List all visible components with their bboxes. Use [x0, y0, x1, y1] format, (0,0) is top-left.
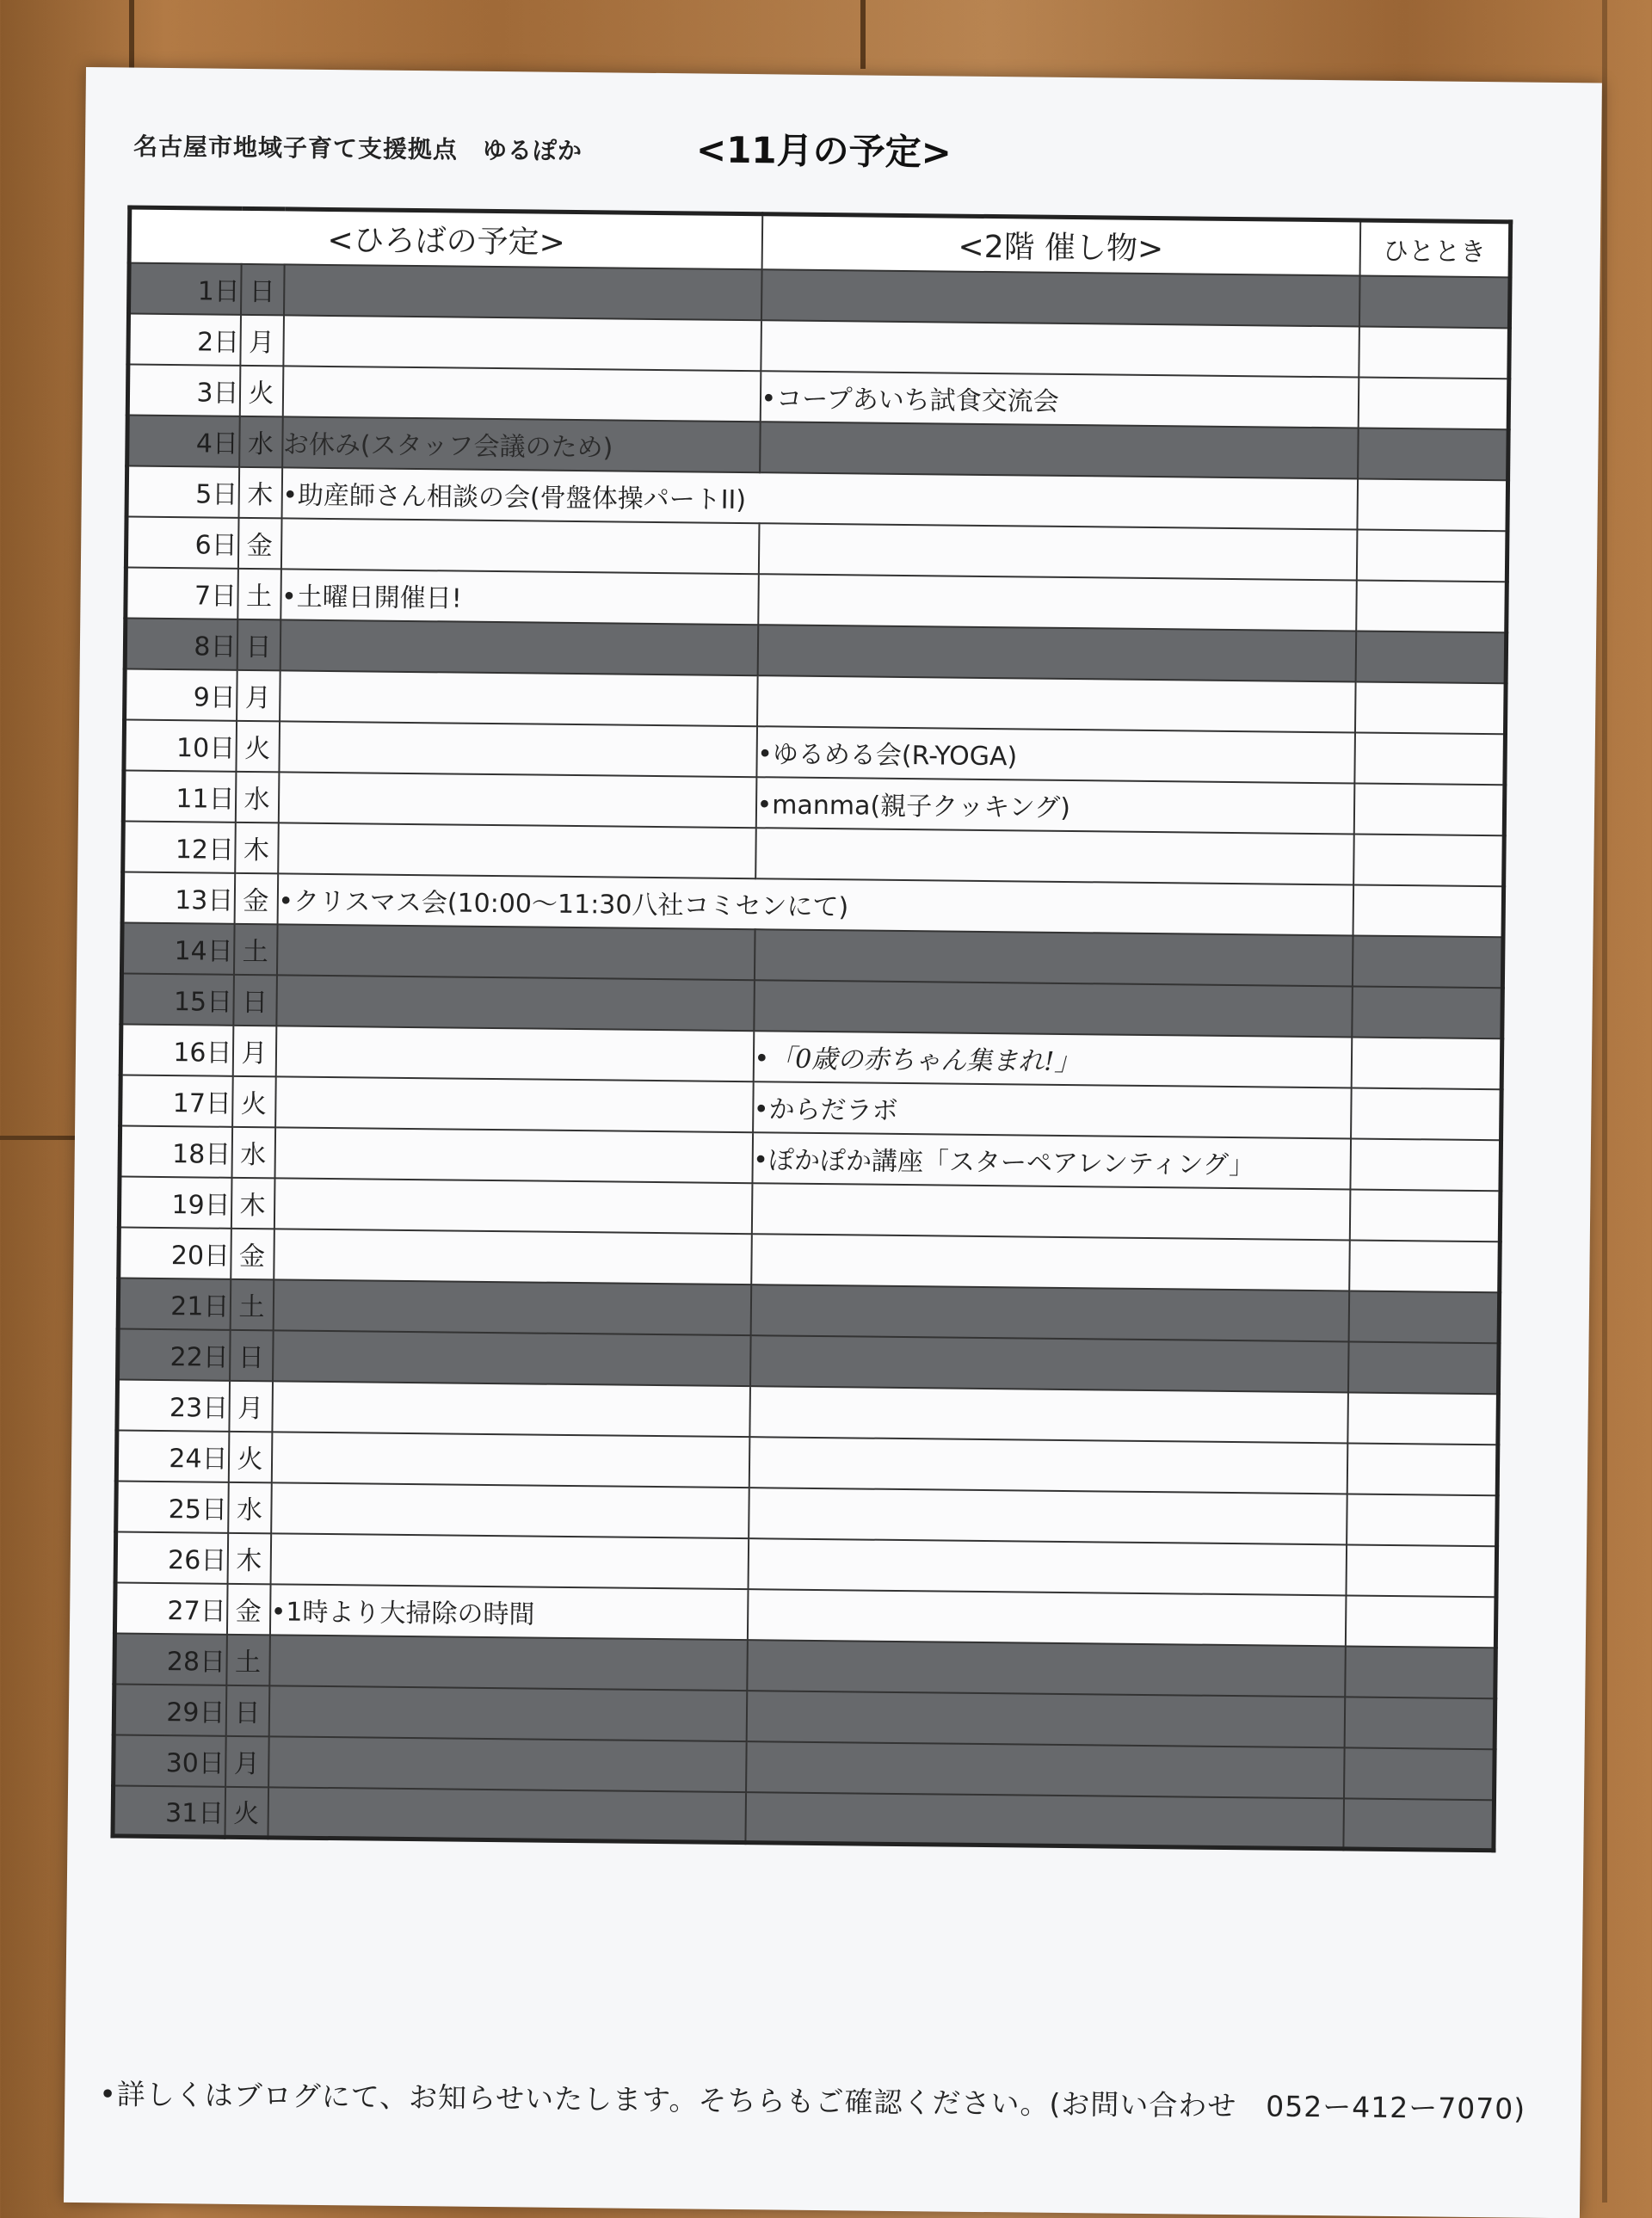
- event-cell: [747, 1640, 1346, 1697]
- floor-board-seam: [1602, 0, 1607, 2203]
- plaza-cell: [276, 924, 755, 980]
- hitotoki-cell: [1357, 478, 1508, 531]
- weekday-cell: 日: [241, 263, 285, 315]
- weekday-cell: 火: [236, 720, 280, 772]
- day-cell: 31日: [113, 1785, 225, 1837]
- day-cell: 8日: [125, 618, 237, 669]
- weekday-cell: 日: [233, 974, 277, 1026]
- hitotoki-cell: [1348, 1291, 1500, 1343]
- day-cell: 30日: [114, 1734, 226, 1786]
- event-cell: [757, 675, 1356, 732]
- weekday-cell: 木: [231, 1177, 274, 1229]
- event-cell: •「0歳の赤ちゃん集まれ!」: [753, 1031, 1352, 1087]
- event-cell: [751, 1234, 1350, 1291]
- plaza-cell: [273, 1279, 751, 1335]
- weekday-cell: 火: [228, 1431, 272, 1482]
- hitotoki-cell: [1358, 377, 1509, 429]
- hitotoki-cell: [1345, 1595, 1496, 1648]
- weekday-cell: 木: [235, 822, 279, 873]
- day-cell: 17日: [120, 1075, 233, 1126]
- plaza-cell: [276, 975, 755, 1031]
- hitotoki-cell: [1347, 1341, 1499, 1394]
- weekday-cell: 木: [238, 466, 282, 518]
- event-cell: [754, 929, 1353, 986]
- hitotoki-cell: [1354, 732, 1506, 785]
- event-cell: [749, 1437, 1347, 1494]
- weekday-cell: 土: [233, 923, 277, 975]
- event-cell: [755, 828, 1354, 884]
- plaza-cell: [274, 1229, 752, 1285]
- event-cell: [761, 320, 1359, 377]
- plaza-cell: [282, 366, 761, 422]
- plaza-cell: •クリスマス会(10:00〜11:30八社コミセンにて): [277, 873, 1353, 935]
- weekday-cell: 木: [227, 1532, 271, 1584]
- day-cell: 15日: [121, 973, 234, 1025]
- plaza-cell: [279, 721, 757, 777]
- plaza-cell: [268, 1787, 746, 1843]
- plaza-cell: [268, 1685, 747, 1741]
- day-cell: 18日: [120, 1125, 232, 1177]
- plaza-cell: [270, 1533, 749, 1589]
- plaza-cell: •土曜日開催日!: [280, 569, 759, 625]
- event-cell: [749, 1386, 1348, 1443]
- hitotoki-cell: [1347, 1392, 1499, 1445]
- event-cell: •manma(親子クッキング): [755, 777, 1354, 834]
- plaza-cell: [275, 1026, 754, 1081]
- hitotoki-cell: [1359, 326, 1510, 379]
- event-cell: [745, 1792, 1344, 1849]
- day-cell: 13日: [122, 872, 235, 923]
- weekday-cell: 土: [237, 568, 281, 619]
- day-cell: 23日: [117, 1379, 230, 1431]
- weekday-cell: 火: [232, 1075, 276, 1127]
- weekday-cell: 月: [232, 1025, 276, 1076]
- day-cell: 12日: [123, 821, 236, 872]
- event-cell: [749, 1488, 1347, 1544]
- plaza-cell: [280, 670, 758, 726]
- hitotoki-cell: [1346, 1544, 1497, 1597]
- day-cell: 7日: [126, 567, 238, 619]
- day-cell: 3日: [127, 364, 240, 416]
- event-cell: [748, 1538, 1347, 1595]
- weekday-cell: 月: [229, 1380, 273, 1432]
- weekday-cell: 金: [234, 872, 278, 924]
- floor-board-seam: [860, 0, 866, 69]
- day-cell: 2日: [128, 313, 241, 365]
- schedule-sheet: [64, 67, 1602, 2218]
- day-cell: 6日: [126, 516, 238, 568]
- hitotoki-cell: [1351, 1087, 1502, 1140]
- day-cell: 19日: [119, 1176, 231, 1228]
- event-cell: [749, 1335, 1348, 1392]
- weekday-cell: 土: [230, 1278, 274, 1330]
- weekday-cell: 月: [240, 314, 284, 366]
- hitotoki-cell: [1347, 1443, 1498, 1495]
- day-cell: 21日: [118, 1278, 231, 1329]
- day-cell: 10日: [124, 719, 237, 771]
- event-cell: [747, 1589, 1346, 1646]
- event-cell: [758, 523, 1357, 580]
- day-cell: 27日: [114, 1582, 227, 1634]
- plaza-cell: •助産師さん相談の会(骨盤体操パートII): [281, 467, 1358, 529]
- plaza-cell: •1時より大掃除の時間: [269, 1584, 748, 1640]
- hitotoki-cell: [1352, 935, 1503, 988]
- weekday-cell: 月: [237, 669, 280, 721]
- day-cell: 11日: [123, 770, 236, 822]
- day-cell: 28日: [114, 1633, 227, 1685]
- event-cell: •コープあいち試食交流会: [760, 371, 1359, 428]
- weekday-cell: 火: [225, 1786, 268, 1838]
- weekday-cell: 水: [239, 416, 283, 467]
- event-cell: [758, 574, 1357, 631]
- footer-note: •詳しくはブログにて、お知らせいたします。そちらもご確認ください。(お問い合わせ 052ー412ー7070): [99, 2077, 1526, 2126]
- day-cell: 9日: [125, 668, 237, 720]
- plaza-cell: [274, 1178, 752, 1234]
- event-cell: [746, 1741, 1345, 1798]
- plaza-cell: [275, 1076, 754, 1132]
- plaza-cell: [283, 264, 761, 320]
- day-cell: 5日: [126, 465, 239, 517]
- weekday-cell: 土: [226, 1634, 270, 1685]
- plaza-cell: [272, 1381, 750, 1437]
- event-cell: •からだラボ: [753, 1081, 1352, 1138]
- event-cell: •ゆるめる会(R-YOGA): [756, 726, 1355, 783]
- hitotoki-cell: [1347, 1494, 1498, 1546]
- weekday-cell: 火: [239, 365, 283, 416]
- plaza-cell: [278, 823, 756, 878]
- hitotoki-cell: [1354, 681, 1506, 734]
- weekday-cell: 金: [237, 517, 281, 569]
- plaza-cell: [280, 619, 758, 675]
- day-cell: 26日: [115, 1531, 228, 1583]
- hitotoki-cell: [1350, 1138, 1501, 1191]
- plaza-cell: [274, 1127, 753, 1183]
- day-cell: 24日: [116, 1430, 229, 1482]
- organization-name: 名古屋市地域子育て支援拠点 ゆるぽか: [133, 132, 583, 166]
- hitotoki-cell: [1352, 986, 1503, 1038]
- page-title: <11月の予定>: [695, 128, 952, 174]
- plaza-column-header: <ひろばの予定>: [129, 207, 762, 269]
- weekday-cell: 金: [231, 1228, 274, 1279]
- hitotoki-cell: [1351, 1037, 1502, 1089]
- hitotoki-cell: [1344, 1697, 1495, 1749]
- hitotoki-cell: [1358, 428, 1509, 480]
- event-cell: [761, 269, 1359, 326]
- hitotoki-cell: [1344, 1747, 1495, 1800]
- event-column-header: <2階 催し物>: [761, 214, 1360, 275]
- day-cell: 14日: [121, 922, 234, 974]
- event-cell: [751, 1183, 1350, 1240]
- floor-board-seam: [0, 1136, 86, 1140]
- schedule-body: [113, 262, 1510, 1851]
- day-cell: 22日: [118, 1328, 231, 1380]
- plaza-cell: [271, 1482, 749, 1538]
- day-cell: 4日: [127, 415, 240, 466]
- schedule-table: [110, 206, 1513, 1853]
- plaza-cell: お休み(スタッフ会議のため): [282, 416, 761, 472]
- floor-board-seam: [129, 0, 134, 69]
- weekday-cell: 日: [225, 1685, 269, 1736]
- hitotoki-cell: [1359, 275, 1510, 328]
- plaza-cell: [271, 1432, 749, 1488]
- plaza-cell: [273, 1330, 751, 1386]
- event-cell: [754, 980, 1353, 1037]
- hitotoki-cell: [1353, 884, 1504, 937]
- weekday-cell: 水: [231, 1126, 275, 1178]
- plaza-cell: [269, 1635, 748, 1691]
- hitotoki-cell: [1345, 1646, 1496, 1698]
- day-cell: 20日: [119, 1227, 231, 1278]
- event-cell: •ぽかぽか講座「スターペアレンティング」: [752, 1132, 1351, 1189]
- plaza-cell: [278, 772, 756, 828]
- day-cell: 1日: [129, 262, 242, 314]
- event-cell: [746, 1691, 1345, 1747]
- event-cell: [760, 422, 1359, 478]
- day-cell: 25日: [116, 1481, 229, 1532]
- hitotoki-cell: [1343, 1798, 1495, 1851]
- hitotoki-cell: [1349, 1189, 1501, 1241]
- event-cell: [750, 1285, 1349, 1341]
- hitotoki-cell: [1353, 783, 1505, 835]
- plaza-cell: [280, 518, 759, 574]
- hitotoki-cell: [1356, 580, 1507, 632]
- weekday-cell: 月: [225, 1735, 269, 1787]
- weekday-cell: 日: [230, 1329, 274, 1381]
- event-cell: [757, 625, 1356, 681]
- hitotoki-cell: [1355, 631, 1507, 683]
- weekday-cell: 水: [235, 771, 279, 823]
- day-cell: 29日: [114, 1684, 226, 1735]
- hitotoki-column-header: ひととき: [1359, 220, 1511, 277]
- hitotoki-cell: [1349, 1240, 1501, 1292]
- weekday-cell: 日: [237, 619, 280, 670]
- day-cell: 16日: [120, 1024, 233, 1075]
- plaza-cell: [268, 1736, 747, 1792]
- weekday-cell: 水: [228, 1482, 272, 1533]
- hitotoki-cell: [1353, 834, 1505, 886]
- hitotoki-cell: [1356, 529, 1507, 582]
- plaza-cell: [283, 315, 761, 371]
- weekday-cell: 金: [226, 1583, 270, 1635]
